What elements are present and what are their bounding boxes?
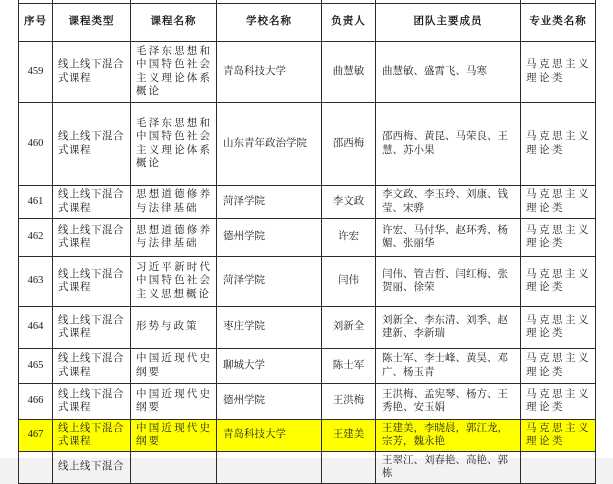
cell-school: 枣庄学院	[217, 306, 322, 348]
table-row	[19, 256, 596, 306]
cell-school: 山东青年政治学院	[217, 102, 322, 185]
cell-major: 马克思主义理论类	[521, 185, 596, 218]
cell-course-name: 思想道德修养与法律基础	[131, 218, 217, 256]
cell-team: 陈士军、李士峰、黄昊、邓广、杨玉青	[376, 348, 521, 383]
cell-serial: 467	[19, 419, 53, 451]
cell-course-name	[131, 451, 217, 483]
cell-school: 德州学院	[217, 218, 322, 256]
column-header-team: 团队主要成员	[376, 3, 521, 41]
cell-course-type: 线上线下混合	[53, 451, 131, 483]
table-row	[19, 383, 596, 419]
cell-course-type: 线上线下混合式课程	[53, 41, 131, 102]
cell-school: 青岛科技大学	[217, 419, 322, 451]
cell-team: 刘新全、李东清、刘季、赵建新、李新瑞	[376, 306, 521, 348]
cell-serial: 459	[19, 41, 53, 102]
cell-major: 马克思主义理论类	[521, 218, 596, 256]
cell-course-name: 中国近现代史纲要	[131, 419, 217, 451]
cell-course-type: 线上线下混合式课程	[53, 306, 131, 348]
table-header-row	[19, 3, 596, 41]
cell-course-type: 线上线下混合式课程	[53, 348, 131, 383]
column-header-school: 学校名称	[217, 3, 322, 41]
cell-leader: 李文政	[322, 185, 376, 218]
column-header-serial: 序号	[19, 3, 53, 41]
table-row	[19, 218, 596, 256]
cell-leader: 王建美	[322, 419, 376, 451]
cell-course-name: 形势与政策	[131, 306, 217, 348]
cell-course-name: 思想道德修养与法律基础	[131, 185, 217, 218]
table-row	[19, 451, 596, 483]
cell-school: 聊城大学	[217, 348, 322, 383]
table-row	[19, 102, 596, 185]
cell-team: 王洪梅、孟宪琴、杨方、王秀艳、安玉娟	[376, 383, 521, 419]
cell-major: 马克思主义理论类	[521, 256, 596, 306]
cell-course-name: 毛泽东思想和中国特色社会主义理论体系概论	[131, 102, 217, 185]
cell-course-type: 线上线下混合式课程	[53, 419, 131, 451]
cell-leader: 陈士军	[322, 348, 376, 383]
table-row-highlighted	[19, 419, 596, 451]
cell-major: 马克思主义理论类	[521, 41, 596, 102]
cell-major	[521, 451, 596, 483]
table-row	[19, 306, 596, 348]
cell-serial	[19, 451, 53, 483]
cell-course-name: 中国近现代史纲要	[131, 383, 217, 419]
cell-serial: 462	[19, 218, 53, 256]
table-row	[19, 185, 596, 218]
cell-school: 青岛科技大学	[217, 41, 322, 102]
cell-major: 马克思主义理论类	[521, 306, 596, 348]
cell-serial: 466	[19, 383, 53, 419]
cell-team: 李文政、李玉玲、刘康、钱莹、宋骅	[376, 185, 521, 218]
cell-course-name: 毛泽东思想和中国特色社会主义理论体系概论	[131, 41, 217, 102]
cell-major: 马克思主义理论类	[521, 383, 596, 419]
cell-leader: 刘新全	[322, 306, 376, 348]
table-body	[19, 41, 596, 483]
cell-leader: 邵西梅	[322, 102, 376, 185]
cell-course-type: 线上线下混合式课程	[53, 256, 131, 306]
column-header-major: 专业类名称	[521, 3, 596, 41]
course-table	[18, 0, 596, 484]
cell-team: 王翠江、刘春艳、高艳、郭栋	[376, 451, 521, 483]
cell-course-type: 线上线下混合式课程	[53, 383, 131, 419]
cell-leader	[322, 451, 376, 483]
cell-team: 曲慧敏、盛霄飞、马寒	[376, 41, 521, 102]
cell-major: 马克思主义理论类	[521, 419, 596, 451]
cell-school: 菏泽学院	[217, 256, 322, 306]
cell-major: 马克思主义理论类	[521, 102, 596, 185]
column-header-leader: 负责人	[322, 3, 376, 41]
cell-leader: 闫伟	[322, 256, 376, 306]
cell-leader: 曲慧敏	[322, 41, 376, 102]
cell-serial: 464	[19, 306, 53, 348]
column-header-course-type: 课程类型	[53, 3, 131, 41]
cell-leader: 许宏	[322, 218, 376, 256]
cell-serial: 465	[19, 348, 53, 383]
cell-team: 许宏、马付华、赵环秀、杨媚、张丽华	[376, 218, 521, 256]
table-row	[19, 41, 596, 102]
cell-school: 菏泽学院	[217, 185, 322, 218]
cell-course-name: 中国近现代史纲要	[131, 348, 217, 383]
cell-serial: 463	[19, 256, 53, 306]
cell-team: 王建美，李晓晨，郭江龙，宗芳，魏永艳	[376, 419, 521, 451]
cell-course-type: 线上线下混合式课程	[53, 218, 131, 256]
table-row	[19, 348, 596, 383]
column-header-course-name: 课程名称	[131, 3, 217, 41]
cell-course-name: 习近平新时代中国特色社会主义思想概论	[131, 256, 217, 306]
cell-team: 邵西梅、黄昆、马荣良、王慧、苏小果	[376, 102, 521, 185]
cell-serial: 461	[19, 185, 53, 218]
cell-major: 马克思主义理论类	[521, 348, 596, 383]
cell-team: 闫伟、管吉哲、闫红梅、张贺丽、徐荣	[376, 256, 521, 306]
cell-serial: 460	[19, 102, 53, 185]
cell-school	[217, 451, 322, 483]
cell-course-type: 线上线下混合式课程	[53, 185, 131, 218]
cell-school: 德州学院	[217, 383, 322, 419]
cell-course-type: 线上线下混合式课程	[53, 102, 131, 185]
cell-leader: 王洪梅	[322, 383, 376, 419]
